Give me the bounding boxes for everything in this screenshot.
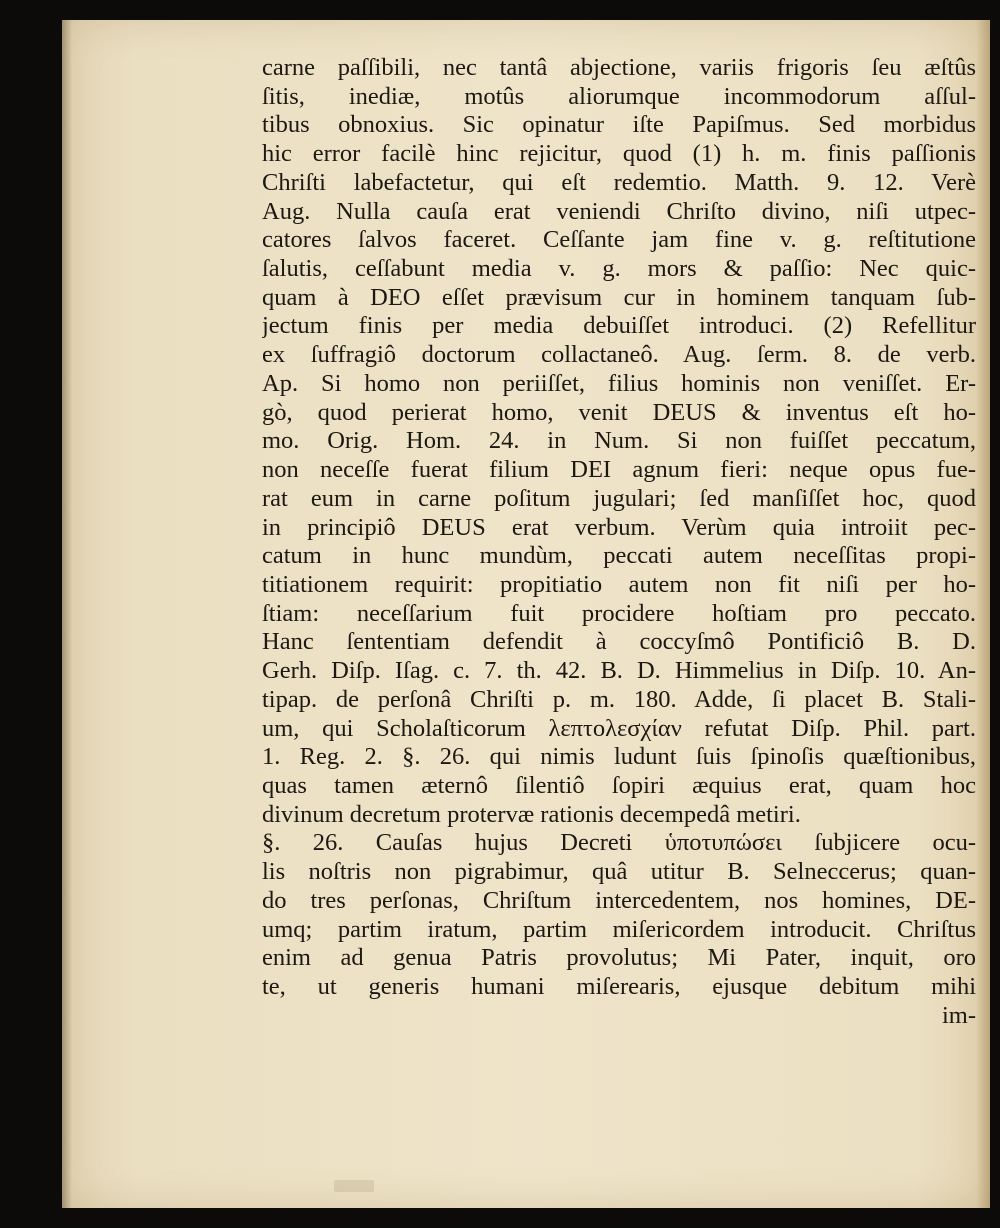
text-line: divinum decretum protervæ rationis decempedâ metiri. — [262, 800, 801, 828]
text-line: titiationem requirit: propitiatio autem non fit niſi per ho- — [262, 570, 976, 598]
text-line: jectum finis per media debuiſſet introduci. (2) Refellitur — [262, 312, 976, 340]
catchword: im- — [941, 1001, 976, 1029]
page-edge-shadow — [976, 20, 990, 1208]
page-text — [262, 54, 976, 1030]
text-line: do tres perſonas, Chriſtum intercedentem, nos homines, DE- — [262, 886, 976, 914]
text-line: ſalutis, ceſſabunt media v. g. mors & paſſio: Nec quic- — [262, 255, 976, 283]
text-line: Hanc ſententiam defendit à coccyſmô Pontificiô B. D. — [262, 628, 976, 656]
faint-stain — [334, 1180, 374, 1192]
text-line: lis noſtris non pigrabimur, quâ utitur B. Selneccerus; quan- — [262, 858, 976, 886]
text-line: §. 26. Cauſas hujus Decreti ὑποτυπώσει ſubjicere ocu- — [262, 829, 976, 857]
text-line: rat eum in carne poſitum jugulari; ſed manſiſſet hoc, quod — [262, 484, 976, 512]
text-line: quas tamen æternô ſilentiô ſopiri æquius erat, quam hoc — [262, 771, 976, 799]
text-line: non neceſſe fuerat filium DEI agnum fieri: neque opus fue- — [262, 456, 976, 484]
text-line: ſitis, inediæ, motûs aliorumque incommodorum aſſul- — [262, 82, 976, 110]
text-line: Ap. Si homo non periiſſet, filius hominis non veniſſet. Er- — [262, 369, 976, 397]
text-line: Gerh. Diſp. Iſag. c. 7. th. 42. B. D. Himmelius in Diſp. 10. An- — [262, 657, 976, 685]
text-line: tibus obnoxius. Sic opinatur iſte Papiſmus. Sed morbidus — [262, 111, 976, 139]
text-line: mo. Orig. Hom. 24. in Num. Si non fuiſſet peccatum, — [262, 427, 976, 455]
text-line: ex ſuffragiô doctorum collactaneô. Aug. ſerm. 8. de verb. — [262, 341, 976, 369]
text-line: Aug. Nulla cauſa erat veniendi Chriſto divino, niſi utpec- — [262, 197, 976, 225]
text-line: 1. Reg. 2. §. 26. qui nimis ludunt ſuis ſpinoſis quæſtionibus, — [262, 743, 976, 771]
page-gutter-shadow — [62, 20, 72, 1208]
text-line: ſtiam: neceſſarium fuit procidere hoſtiam pro peccato. — [262, 599, 976, 627]
text-line: quam à DEO eſſet prævisum cur in hominem tanquam ſub- — [262, 283, 976, 311]
text-line: te, ut generis humani miſerearis, ejusque debitum mihi — [262, 973, 976, 1000]
text-line: carne paſſibili, nec tantâ abjectione, variis frigoris ſeu æſtûs — [262, 54, 976, 81]
text-line: gò, quod perierat homo, venit DEUS & inventus eſt ho- — [262, 398, 976, 426]
text-line: tipap. de perſonâ Chriſti p. m. 180. Adde, ſi placet B. Stali- — [262, 685, 976, 713]
text-line: catores ſalvos faceret. Ceſſante jam fine v. g. reſtitutione — [262, 226, 976, 254]
text-line: um, qui Scholaſticorum λεπτολεσχίαν refutat Diſp. Phil. part. — [262, 714, 976, 742]
text-line: hic error facilè hinc rejicitur, quod (1) h. m. finis paſſionis — [262, 140, 976, 168]
text-line: in principiô DEUS erat verbum. Verùm quia introiit pec- — [262, 513, 976, 541]
text-line: enim ad genua Patris provolutus; Mi Pater, inquit, oro — [262, 944, 976, 972]
text-line: Chriſti labefactetur, qui eſt redemtio. Matth. 9. 12. Verè — [262, 168, 976, 196]
text-line: catum in hunc mundùm, peccati autem neceſſitas propi- — [262, 542, 976, 570]
text-line: umq; partim iratum, partim miſericordem introducit. Chriſtus — [262, 915, 976, 943]
